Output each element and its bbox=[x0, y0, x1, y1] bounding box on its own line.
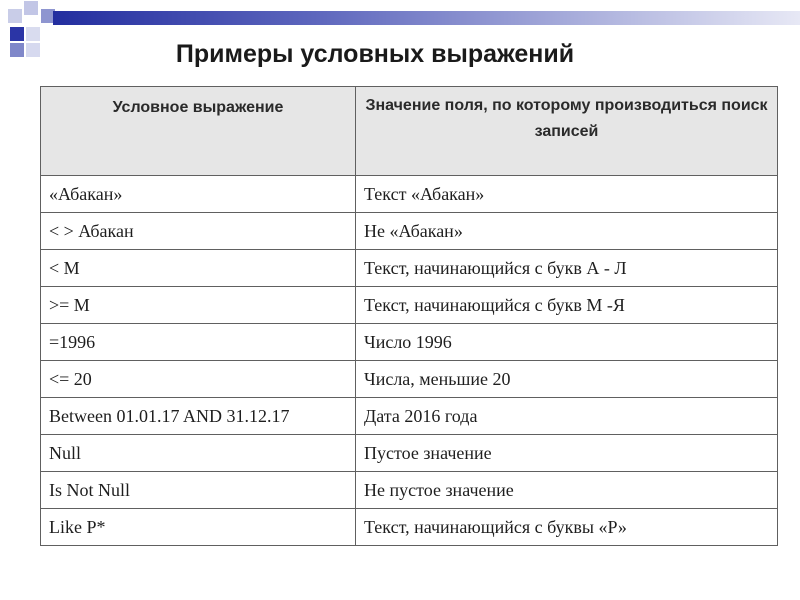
cell-meaning: Текст, начинающийся с букв А - Л bbox=[356, 250, 778, 287]
header-condition: Условное выражение bbox=[41, 87, 356, 176]
gradient-bar bbox=[53, 11, 800, 25]
cell-meaning: Не «Абакан» bbox=[356, 213, 778, 250]
cell-condition: >= М bbox=[41, 287, 356, 324]
cell-meaning: Числа, меньшие 20 bbox=[356, 361, 778, 398]
cell-condition: < > Абакан bbox=[41, 213, 356, 250]
cell-meaning: Текст, начинающийся с буквы «Р» bbox=[356, 509, 778, 546]
cell-condition: Null bbox=[41, 435, 356, 472]
table-row bbox=[41, 324, 778, 361]
conditions-table bbox=[40, 86, 778, 546]
decor-square bbox=[10, 27, 24, 41]
table-row bbox=[41, 398, 778, 435]
table-row bbox=[41, 435, 778, 472]
table-row bbox=[41, 250, 778, 287]
cell-meaning: Не пустое значение bbox=[356, 472, 778, 509]
cell-condition: =1996 bbox=[41, 324, 356, 361]
cell-meaning: Пустое значение bbox=[356, 435, 778, 472]
table-row bbox=[41, 287, 778, 324]
cell-condition: <= 20 bbox=[41, 361, 356, 398]
header-meaning: Значение поля, по которому производиться поиск записей bbox=[356, 87, 778, 176]
page-title: Примеры условных выражений bbox=[175, 40, 575, 68]
decor-square bbox=[8, 9, 22, 23]
cell-meaning: Число 1996 bbox=[356, 324, 778, 361]
cell-condition: < М bbox=[41, 250, 356, 287]
table-row bbox=[41, 213, 778, 250]
cell-meaning: Текст «Абакан» bbox=[356, 176, 778, 213]
decor-square bbox=[24, 1, 38, 15]
table-header-row bbox=[41, 87, 778, 176]
cell-condition: Is Not Null bbox=[41, 472, 356, 509]
decor-square bbox=[26, 27, 40, 41]
cell-condition: «Абакан» bbox=[41, 176, 356, 213]
cell-condition: Like P* bbox=[41, 509, 356, 546]
cell-condition: Between 01.01.17 AND 31.12.17 bbox=[41, 398, 356, 435]
cell-meaning: Текст, начинающийся с букв М -Я bbox=[356, 287, 778, 324]
table-row bbox=[41, 509, 778, 546]
table-row bbox=[41, 472, 778, 509]
table-row bbox=[41, 361, 778, 398]
cell-meaning: Дата 2016 года bbox=[356, 398, 778, 435]
table-row bbox=[41, 176, 778, 213]
